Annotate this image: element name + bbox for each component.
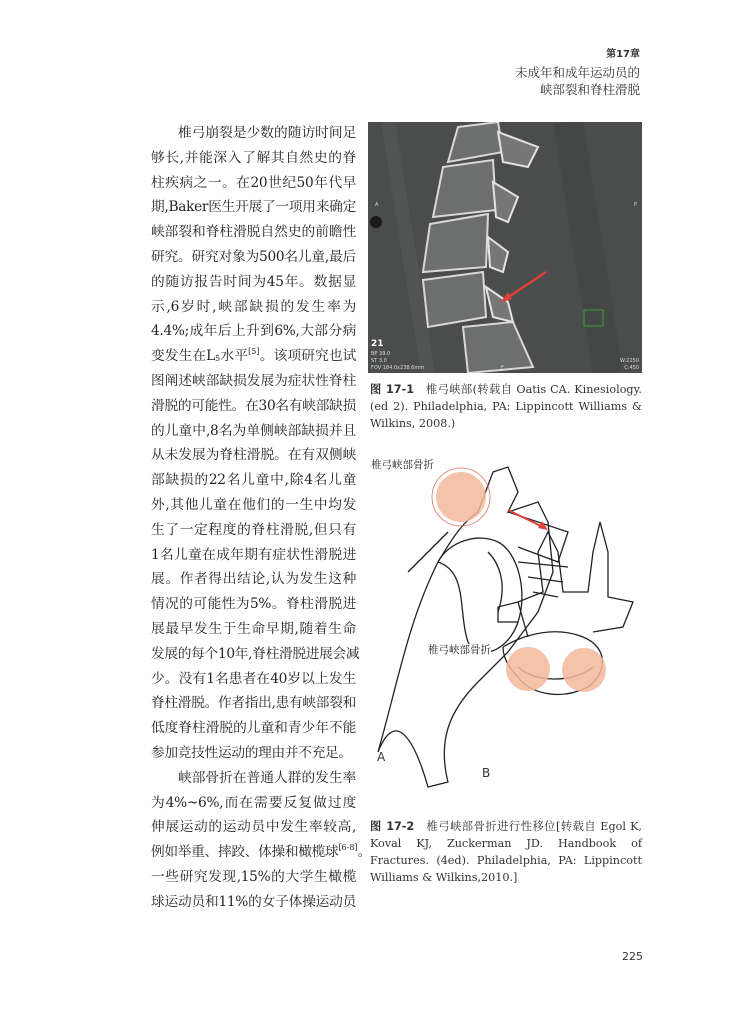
body-line (151, 344, 356, 369)
body-line (151, 195, 356, 220)
panel-b-label: B (482, 766, 491, 780)
body-line (151, 245, 356, 270)
text-segment: 展最早发生于生命早期,随着生命 (151, 620, 356, 637)
text-segment: 球运动员和11%的女子体操运动员 (151, 893, 356, 910)
text-segment: 研究。研究对象为500名儿童,最后 (151, 248, 356, 265)
text-segment: 图阐述峡部缺损发展为症状性脊柱 (151, 372, 356, 389)
figure-spine-drawing (368, 452, 643, 792)
chapter-title-line2: 峡部裂和脊柱滑脱 (539, 82, 640, 97)
ct-marker-p: P (633, 202, 637, 208)
body-line (151, 890, 356, 915)
fracture-highlight-b-left (506, 647, 550, 691)
text-segment: 峡部骨折在普通人群的发生率 (178, 769, 356, 786)
text-segment: 少。没有1名患者在40岁以上发生 (151, 670, 356, 687)
subscript: 5 (214, 354, 221, 364)
body-line (151, 419, 356, 444)
body-line (151, 592, 356, 617)
text-segment: 变发生在L (151, 348, 215, 365)
body-line (151, 468, 356, 493)
text-segment: 柱疾病之一。在20世纪50年代早 (151, 174, 356, 191)
fracture-highlight-b-right (562, 648, 606, 692)
text-segment: 展。作者得出结论,认为发生这种 (151, 571, 356, 588)
body-line (151, 319, 356, 344)
text-segment: 部缺损的22名儿童中,除4名儿童 (151, 472, 356, 489)
body-line (151, 394, 356, 419)
text-segment: 1名儿童在成年期有症状性滑脱进 (151, 546, 356, 563)
figure2-label-mid: 椎弓峡部骨折 (428, 644, 491, 656)
citation: [6-8] (338, 843, 358, 853)
text-segment: 一些研究发现,15%的大学生橄榄 (151, 868, 356, 885)
text-segment: 低度脊柱滑脱的儿童和青少年不能 (151, 720, 356, 737)
text-segment: 。该项研究也试 (259, 348, 357, 365)
body-line (151, 443, 356, 468)
body-line (151, 567, 356, 592)
figure2-label: 图 17-2 (370, 820, 415, 833)
text-segment: 情况的可能性为5%。脊柱滑脱进 (151, 596, 356, 613)
ct-st: ST 3.0 (371, 358, 387, 364)
body-line (151, 295, 356, 320)
body-line (151, 146, 356, 171)
body-line (151, 270, 356, 295)
text-segment: 示,6岁时,峡部缺损的发生率为 (151, 298, 356, 315)
ct-image (368, 122, 642, 373)
figure1-label: 图 17-1 (370, 383, 414, 396)
text-segment: 外,其他儿童在他们的一生中均发 (151, 496, 356, 513)
body-line (151, 865, 356, 890)
text-segment: 生了一定程度的脊柱滑脱,但只有 (151, 521, 356, 538)
ct-center: C:450 (624, 365, 639, 371)
panel-a-label: A (377, 750, 386, 764)
body-line (151, 815, 356, 840)
body-line (151, 369, 356, 394)
ct-marker-a: A (375, 202, 379, 208)
body-line (151, 766, 356, 791)
text-segment: 参加竞技性运动的理由并不充足。 (151, 744, 352, 761)
body-text (151, 121, 371, 915)
text-segment: 发展的每个10年,脊柱滑脱进展会减 (151, 645, 360, 662)
body-line (151, 518, 356, 543)
text-segment: 的随访报告时间为45年。数据显 (151, 273, 356, 290)
body-line (151, 220, 356, 245)
ct-marker-f: F (501, 365, 504, 371)
figure-ct-scan (368, 122, 642, 373)
ct-fov: FOV 184.0x238.6mm (371, 365, 425, 371)
figure1-caption-text: 椎弓峡部(转载自 Oatis CA. Kinesiology. (ed 2). Philadelphia, PA: Lippincott Williams & Wilkins, 2008.) (370, 383, 642, 430)
figure2-label-top: 椎弓峡部骨折 (371, 459, 434, 471)
text-segment: 。 (357, 844, 371, 861)
text-segment: 的儿童中,8名为单侧峡部缺损并且 (151, 422, 356, 439)
displacement-arrow-icon (508, 510, 543, 527)
text-segment: 期,Baker医生开展了一项用来确定 (151, 199, 356, 216)
figure1-caption (370, 381, 642, 432)
body-line (151, 840, 371, 865)
text-segment: 水平 (220, 348, 249, 365)
text-segment: 脊柱滑脱。作者指出,患有峡部裂和 (151, 695, 356, 712)
figure2-caption-text: 椎弓峡部骨折进行性移位[转载自 Egol K, Koval KJ, Zuckerman JD. Handbook of Fractures. (4ed). Philadelphia, PA: Lippincott Williams & Wilkins,2010.] (370, 820, 642, 884)
text-segment: 峡部裂和脊柱滑脱自然史的前瞻性 (151, 224, 356, 241)
text-segment: 伸展运动的运动员中发生率较高, (151, 819, 356, 836)
ct-bp: BP 39.0 (371, 351, 391, 357)
text-segment: 够长,并能深入了解其自然史的脊 (151, 149, 356, 166)
body-line (151, 121, 356, 146)
text-segment: 4.4%;成年后上升到6%,大部分病 (151, 323, 356, 340)
page-number: 225 (622, 950, 643, 963)
text-segment: 滑脱的可能性。在30名有峡部缺损 (151, 397, 356, 414)
body-line (151, 171, 356, 196)
ct-series-number: 21 (371, 339, 384, 349)
text-segment: 为4%~6%,而在需要反复做过度 (151, 794, 356, 811)
body-line (151, 617, 356, 642)
body-line (151, 691, 356, 716)
fracture-highlight-a (436, 472, 486, 522)
ct-window: W:2250 (619, 358, 639, 364)
text-segment: 椎弓崩裂是少数的随访时间足 (178, 125, 356, 141)
body-line (151, 667, 356, 692)
body-line (151, 741, 356, 766)
spine-illustration (368, 452, 643, 792)
text-segment: 例如举重、摔跤、体操和橄榄球 (151, 844, 339, 861)
text-segment: 从未发展为脊柱滑脱。在有双侧峡 (151, 447, 356, 464)
figure2-caption (370, 818, 642, 886)
body-line (151, 642, 360, 667)
citation: [5] (248, 347, 260, 357)
body-line (151, 493, 356, 518)
body-line (151, 716, 356, 741)
body-line (151, 543, 356, 568)
chapter-number: 第17章 (606, 49, 640, 60)
chapter-title-line1: 未成年和成年运动员的 (514, 65, 640, 80)
body-line (151, 791, 356, 816)
